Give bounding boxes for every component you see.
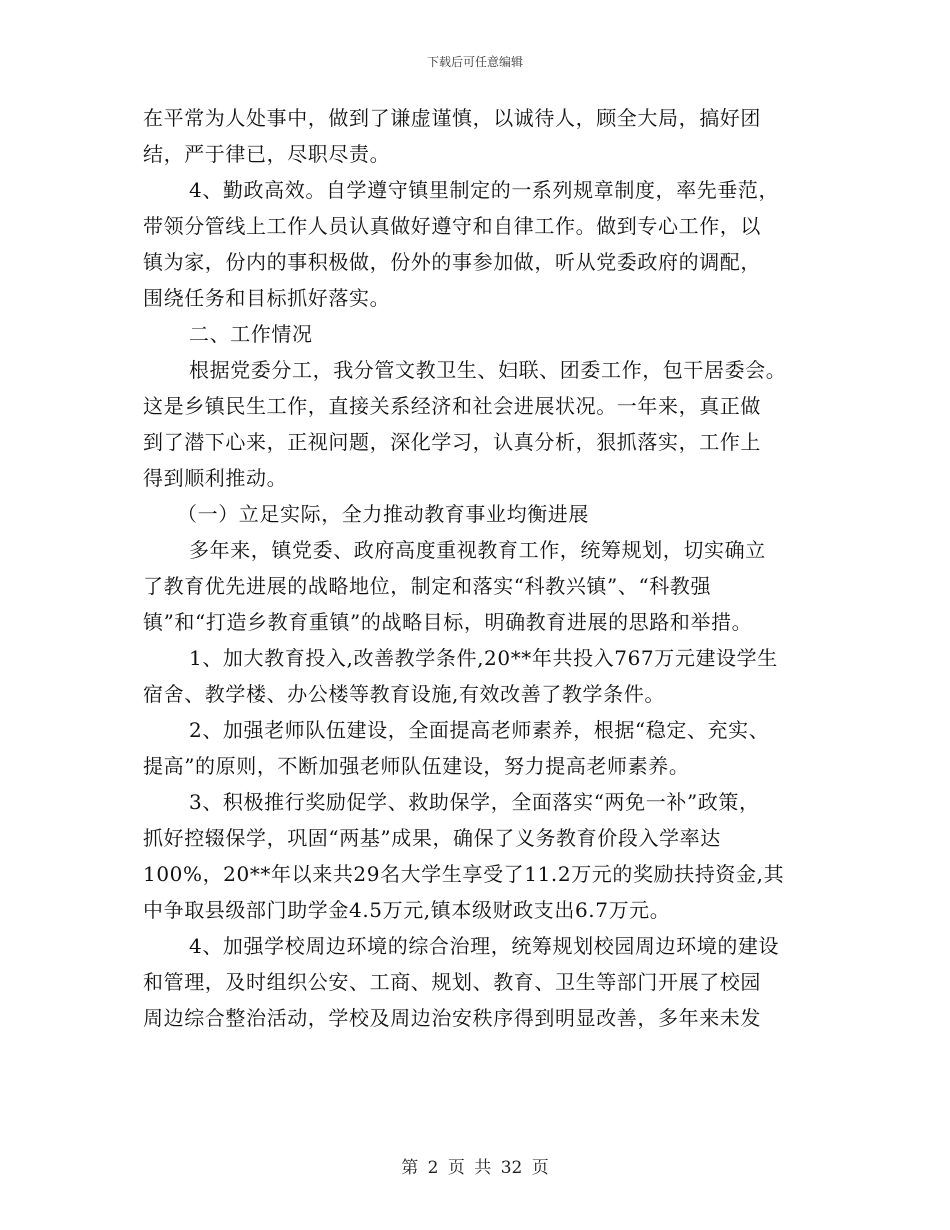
text-line: 中争取县级部门助学金4.5万元,镇本级财政支出6.7万元。 — [143, 898, 671, 922]
page-header: 下载后可任意编辑 — [426, 55, 523, 69]
text-line: 3、积极推行奖励促学、救助保学，全面落实“两免一补”政策， — [189, 790, 760, 814]
text-line: 周边综合整治活动，学校及周边治安秩序得到明显改善，多年来未发 — [143, 1006, 761, 1030]
text-line: 4、加强学校周边环境的综合治理，统筹规划校园周边环境的建设 — [189, 934, 780, 958]
text-line: 4、勤政高效。自学遵守镇里制定的一系列规章制度，率先垂范， — [189, 178, 780, 202]
text-line: 和管理，及时组织公安、工商、规划、教育、卫生等部门开展了校园 — [143, 970, 761, 994]
text-line: 多年来，镇党委、政府高度重视教育工作，统筹规划，切实确立 — [189, 538, 766, 562]
text-line: 结，严于律已，尽职尽责。 — [143, 142, 391, 166]
text-line: 宿舍、教学楼、办公楼等教育设施,有效改善了教学条件。 — [143, 682, 665, 706]
text-line: 带领分管线上工作人员认真做好遵守和自律工作。做到专心工作，以 — [143, 214, 761, 238]
section-heading: 二、工作情况 — [189, 322, 313, 346]
text-line: 2、加强老师队伍建设，全面提高老师素养，根据“稳定、充实、 — [189, 718, 770, 742]
text-line: 抓好控辍保学，巩固“两基”成果，确保了义务教育价段入学率达 — [143, 826, 721, 850]
text-line: 到了潜下心来，正视问题，深化学习，认真分析，狠抓落实，工作上 — [143, 430, 761, 454]
text-line: 这是乡镇民生工作，直接关系经济和社会进展状况。一年来，真正做 — [143, 394, 761, 418]
text-line: 提高”的原则，不断加强老师队伍建设，努力提高老师素养。 — [143, 754, 690, 778]
subsection-heading: （一）立足实际，全力推动教育事业均衡进展 — [177, 502, 589, 526]
text-line: 了教育优先进展的战略地位，制定和落实“科教兴镇”、“科教强 — [143, 574, 712, 598]
text-line: 围绕任务和目标抓好落实。 — [143, 286, 391, 310]
text-line: 得到顺利推动。 — [143, 466, 288, 490]
text-line: 根据党委分工，我分管文教卫生、妇联、团委工作，包干居委会。 — [189, 358, 787, 382]
text-line: 镇”和“打造乡教育重镇”的战略目标，明确教育进展的思路和举措。 — [143, 610, 753, 634]
document-body — [143, 100, 813, 1036]
text-line: 100%，20**年以来共29名大学生享受了11.2万元的奖励扶持资金,其 — [143, 862, 785, 886]
text-line: 1、加大教育投入,改善教学条件,20**年共投入767万元建设学生 — [189, 646, 778, 670]
text-line: 在平常为人处事中，做到了谦虚谨慎，以诚待人，顾全大局，搞好团 — [143, 106, 761, 130]
page-number-footer: 第 2 页 共 32 页 — [401, 1158, 549, 1178]
text-line: 镇为家，份内的事积极做，份外的事参加做，听从党委政府的调配， — [143, 250, 761, 274]
